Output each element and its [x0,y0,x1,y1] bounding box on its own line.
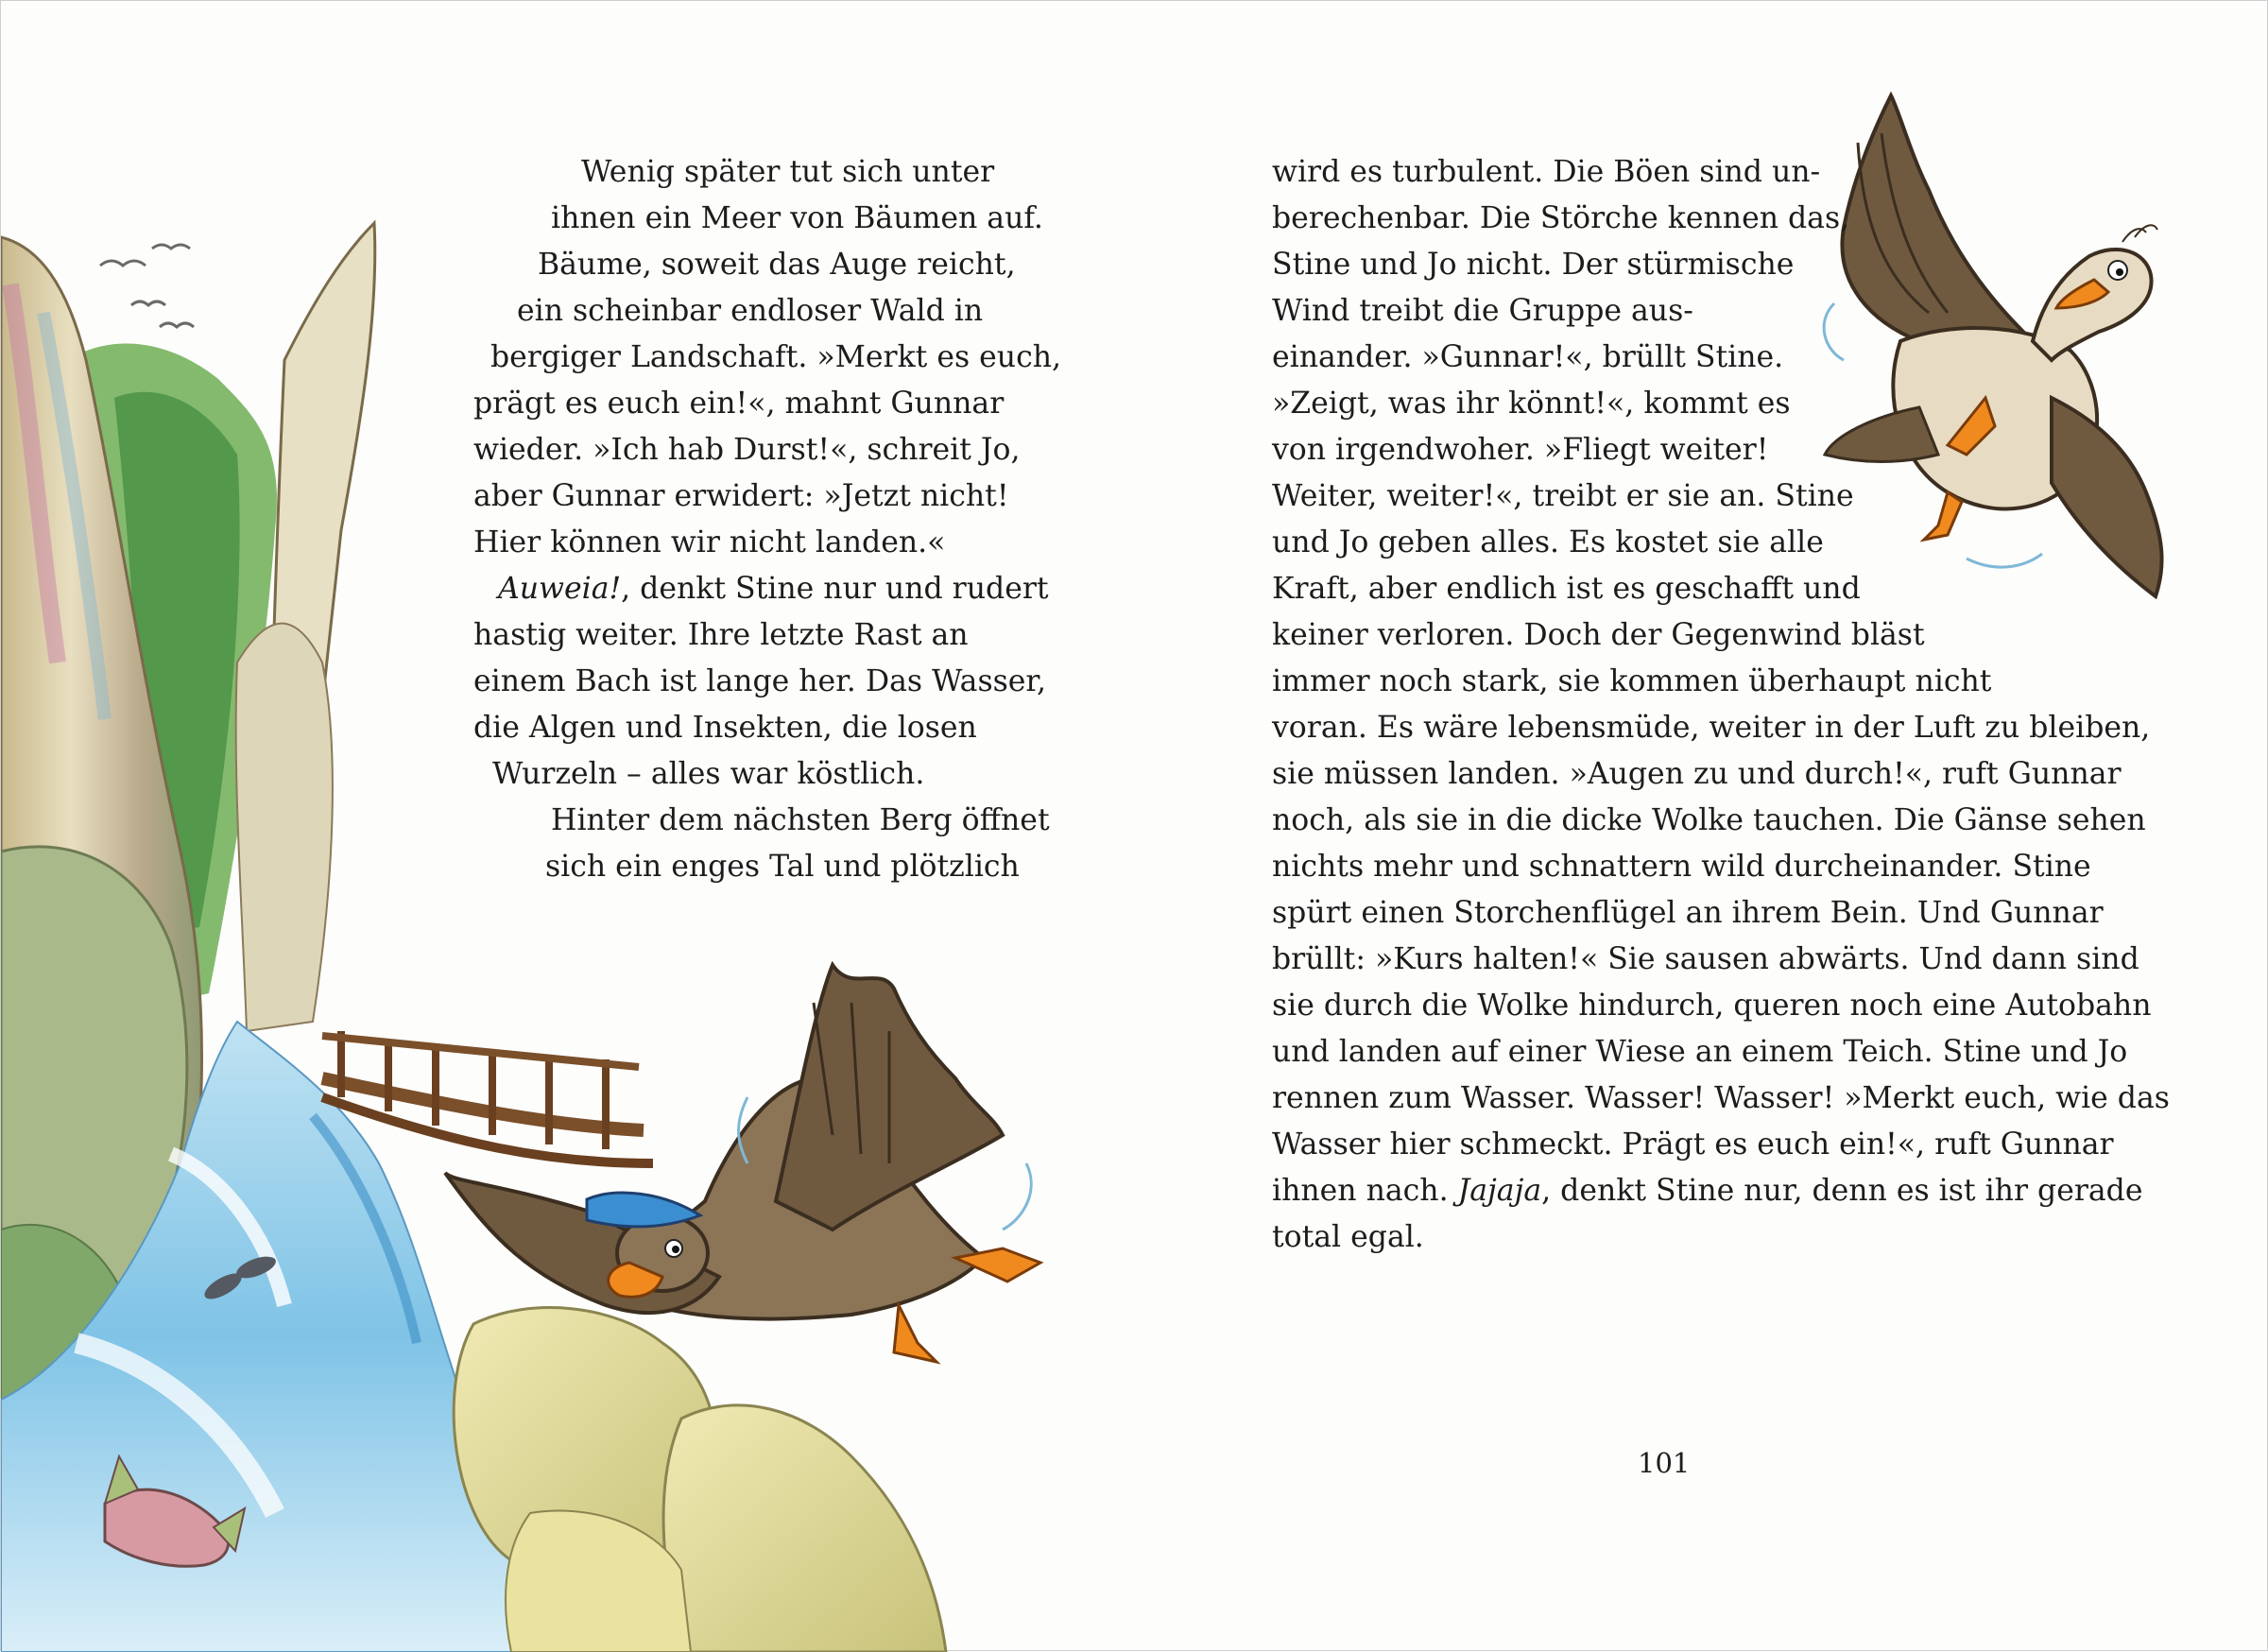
text-span: , denkt Stine nur, denn es ist ihr gerade [1541,1174,2143,1208]
text-line: einem Bach ist lange her. Das Wasser, [473,664,1047,698]
text-line: noch, als sie in die dicke Wolke tauchen. Die Gänse sehen [1272,803,2146,837]
text-line: einander. »Gunnar!«, brüllt Stine. [1272,340,1784,374]
text-line: spürt einen Storchenflügel an ihrem Bein. Und Gunnar [1272,896,2104,930]
text-line: sie müssen landen. »Augen zu und durch!«, ruft Gunnar [1272,757,2122,791]
text-line-with-italic [498,572,1049,606]
text-line: von irgendwoher. »Fliegt weiter! [1272,433,1769,467]
text-line: Stine und Jo nicht. Der stürmische [1272,248,1795,282]
text-line: hastig weiter. Ihre letzte Rast an [473,618,969,652]
text-line: Weiter, weiter!«, treibt er sie an. Stine [1272,479,1854,513]
text-line: und landen auf einer Wiese an einem Teich. Stine und Jo [1272,1035,2128,1069]
italic-word: Jajaja [1457,1174,1542,1208]
text-line: sie durch die Wolke hindurch, queren noch eine Autobahn [1272,989,2152,1023]
goose-top-right-illustration [1824,95,2161,596]
text-line: Wind treibt die Gruppe aus- [1272,294,1693,328]
text-span: ihnen nach. [1272,1174,1449,1208]
text-span: , denkt Stine nur und rudert [621,572,1049,606]
text-line: Wasser hier schmeckt. Prägt es euch ein!«, ruft Gunnar [1272,1127,2114,1162]
text-line: brüllt: »Kurs halten!« Sie sausen abwärts. Und dann sind [1272,942,2139,976]
text-line: wird es turbulent. Die Böen sind un- [1272,155,1821,189]
text-line: Wenig später tut sich unter [581,155,995,189]
text-line: »Zeigt, was ihr könnt!«, kommt es [1272,387,1791,421]
text-line: total egal. [1272,1220,1424,1254]
italic-exclamation: Auweia! [498,572,622,606]
text-line: immer noch stark, sie kommen überhaupt nicht [1272,664,1992,698]
text-line: nichts mehr und schnattern wild durcheinander. Stine [1272,850,2091,884]
page-number: 101 [1638,1447,1691,1479]
text-line: voran. Es wäre lebensmüde, weiter in der Luft zu bleiben, [1272,711,2151,745]
text-line: berechenbar. Die Störche kennen das, [1272,201,1850,235]
text-line: sich ein enges Tal und plötzlich [545,850,1020,884]
text-line: rennen zum Wasser. Wasser! Wasser! »Merkt euch, wie das [1272,1081,2170,1115]
text-line: Hier können wir nicht landen.« [473,525,946,559]
text-line: keiner verloren. Doch der Gegenwind bläst [1272,618,1925,652]
text-line-with-italic [1272,1174,2143,1208]
text-line: bergiger Landschaft. »Merkt es euch, [490,340,1062,374]
text-line: Bäume, soweit das Auge reicht, [538,248,1016,282]
text-line: Wurzeln – alles war köstlich. [492,757,925,791]
goose-with-cap-illustration [445,965,1040,1362]
text-line: prägt es euch ein!«, mahnt Gunnar [473,387,1005,421]
text-line: Hinter dem nächsten Berg öffnet [551,803,1050,837]
text-line: ihnen ein Meer von Bäumen auf. [551,201,1043,235]
text-line: ein scheinbar endloser Wald in [517,294,984,328]
text-line: Kraft, aber endlich ist es geschafft und [1272,572,1861,606]
text-line: und Jo geben alles. Es kostet sie alle [1272,525,1824,559]
text-line: wieder. »Ich hab Durst!«, schreit Jo, [473,433,1021,467]
text-line: die Algen und Insekten, die losen [473,711,977,745]
text-line: aber Gunnar erwidert: »Jetzt nicht! [473,479,1009,513]
